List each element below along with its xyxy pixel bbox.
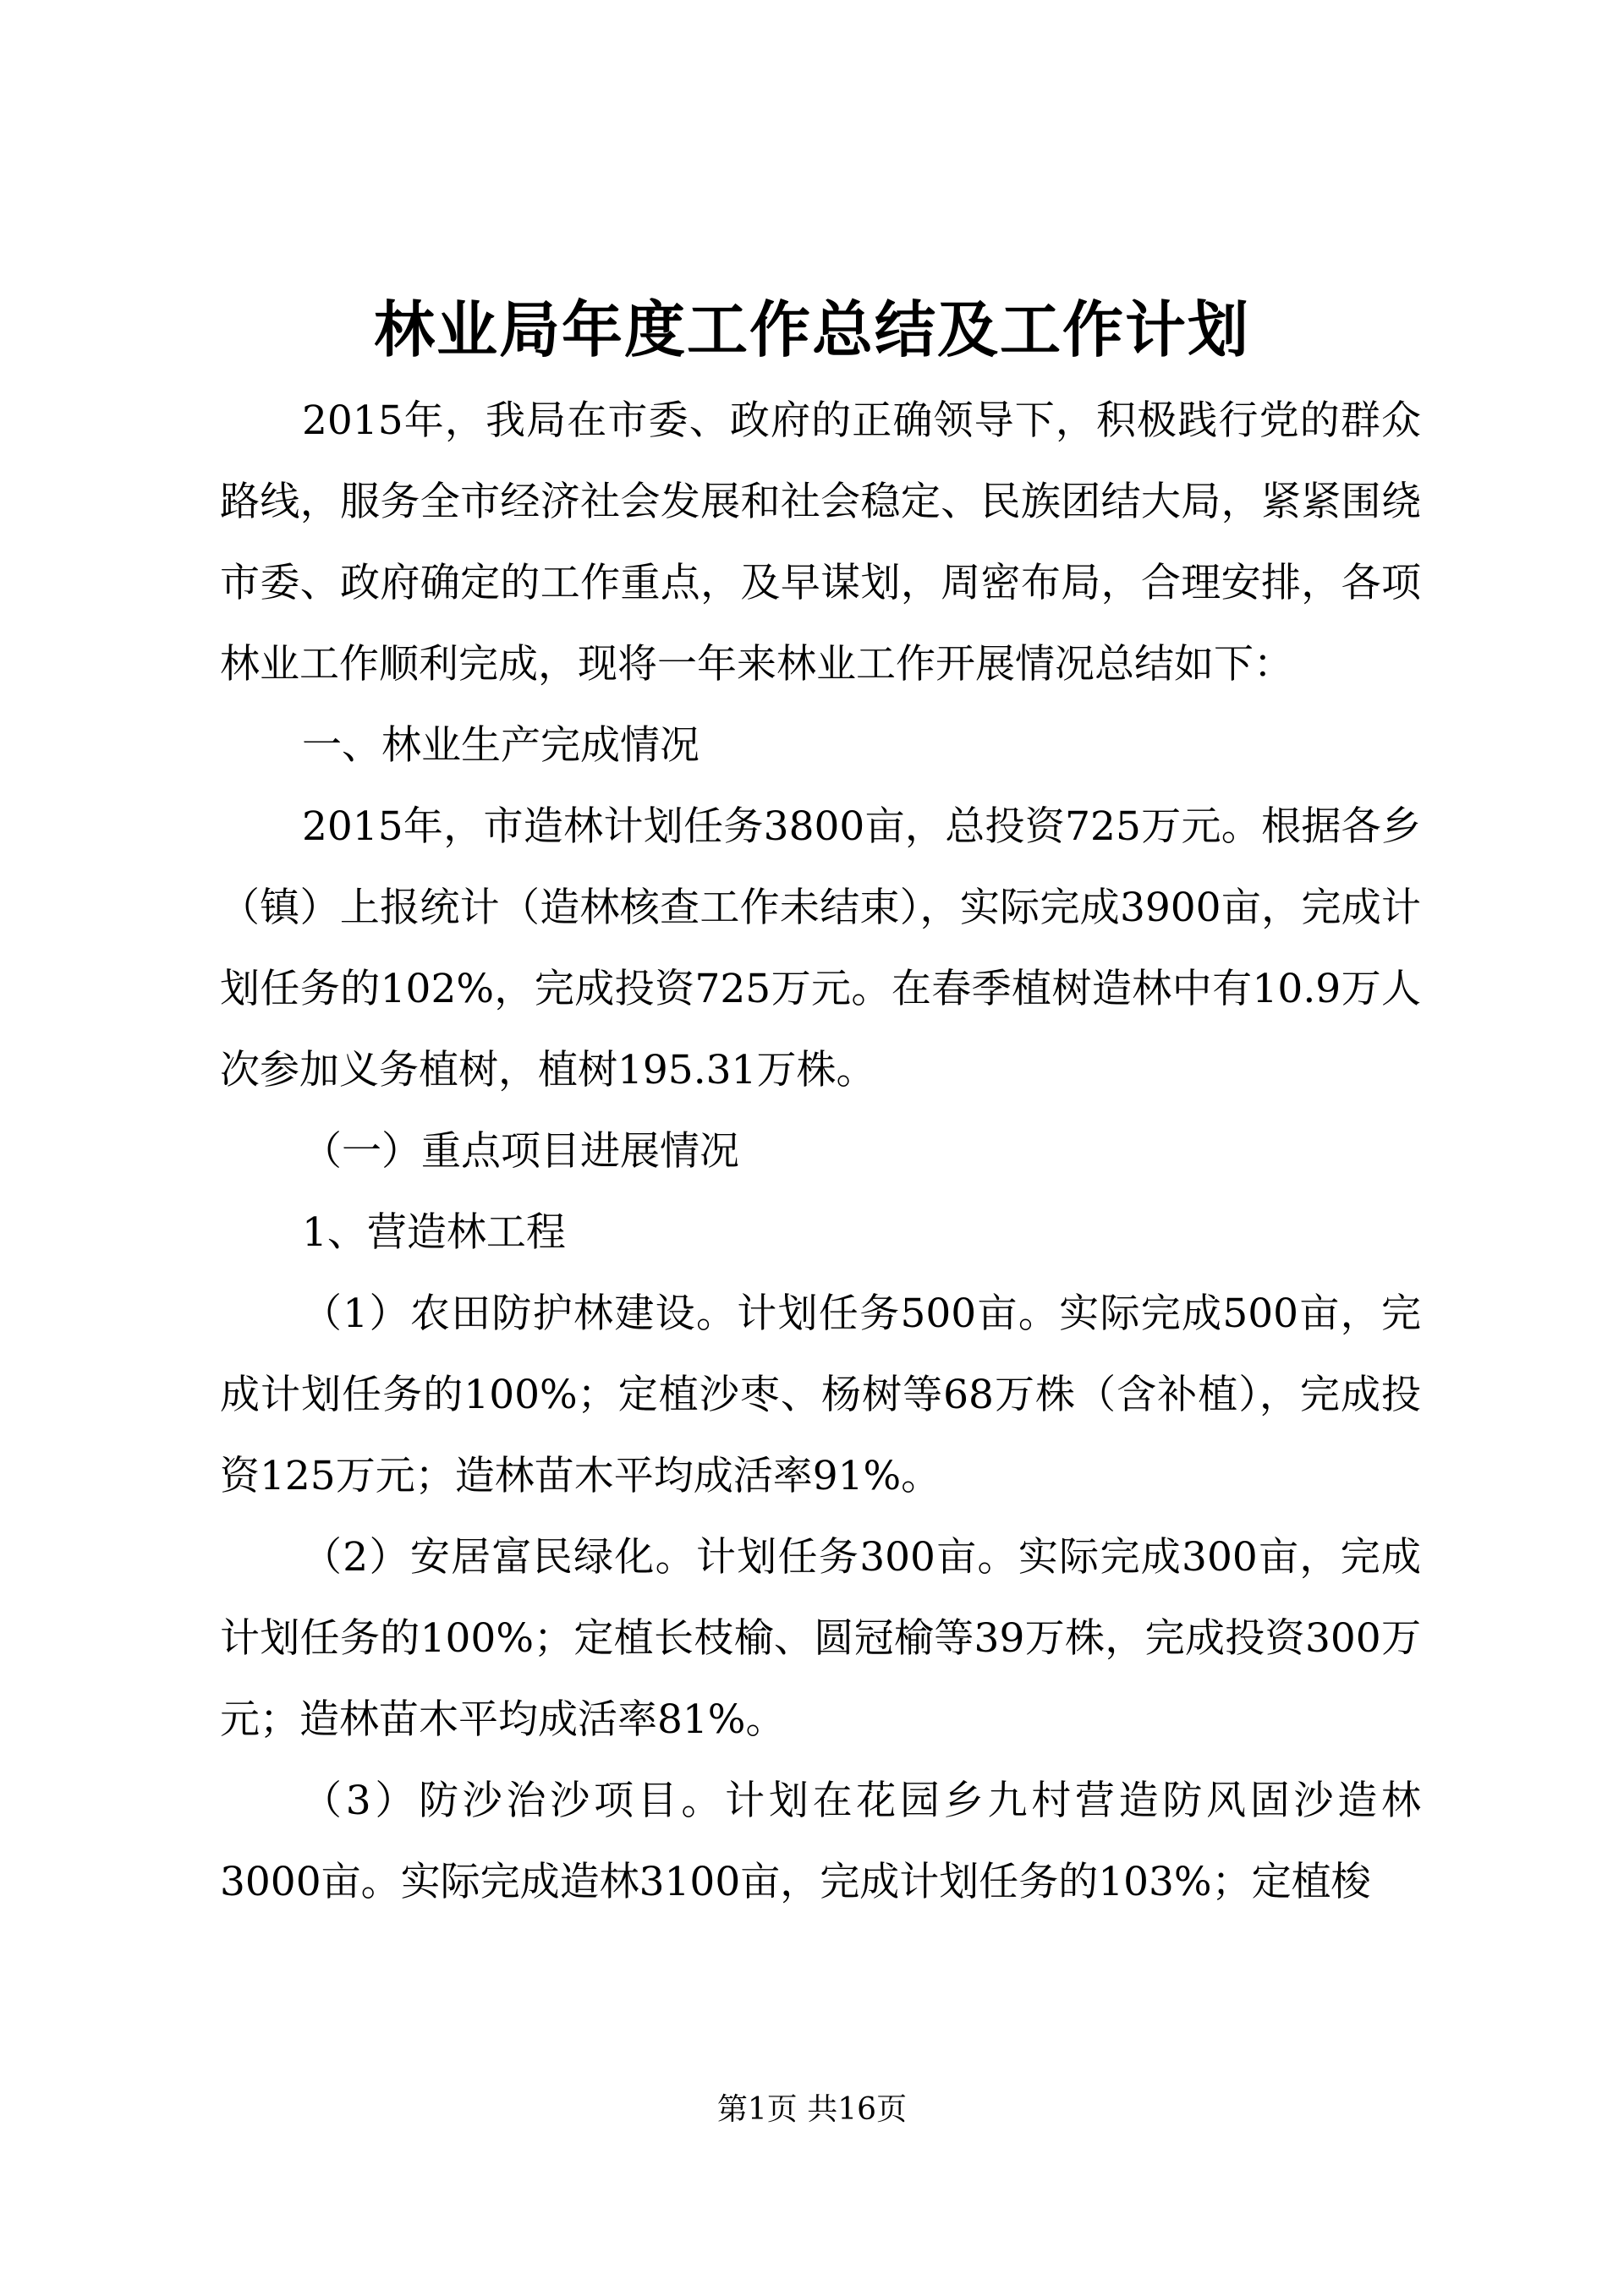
item-heading-afforestation: 1、营造林工程 bbox=[302, 1209, 566, 1256]
section-heading-forestry-production: 一、林业生产完成情况 bbox=[302, 722, 700, 769]
document-title: 林业局年度工作总结及工作计划 bbox=[373, 293, 1250, 365]
production-summary-paragraph: 2015年，市造林计划任务3800亩，总投资725万元。根据各乡（镇）上报统计（造林核查工作未结束），实际完成3900亩，完成计划任务的102%，完成投资725万元。在春季植树造林中有10.9万人次参加义务植树，植树195.31万株。 bbox=[220, 803, 1421, 1093]
subsection-heading-key-projects: （一）重点项目进展情况 bbox=[302, 1128, 739, 1175]
farmland-shelterbelt-paragraph: （1）农田防护林建设。计划任务500亩。实际完成500亩，完成计划任务的100%；定植沙枣、杨树等68万株（含补植），完成投资125万元；造林苗木平均成活率91%。 bbox=[220, 1290, 1421, 1499]
page-number-footer: 第1页 共16页 bbox=[716, 2092, 908, 2127]
document-body bbox=[220, 381, 1421, 1923]
intro-paragraph: 2015年，我局在市委、政府的正确领导下，积极践行党的群众路线，服务全市经济社会发展和社会稳定、民族团结大局，紧紧围绕市委、政府确定的工作重点，及早谋划，周密布局，合理安排，各项林业工作顺利完成，现将一年来林业工作开展情况总结如下： bbox=[220, 397, 1421, 688]
sand-control-paragraph: （3）防沙治沙项目。计划在花园乡九村营造防风固沙造林3000亩。实际完成造林3100亩，完成计划任务的103%；定植梭 bbox=[220, 1778, 1421, 1905]
housing-greening-paragraph: （2）安居富民绿化。计划任务300亩。实际完成300亩，完成计划任务的100%；定植长枝榆、圆冠榆等39万株，完成投资300万元；造林苗木平均成活率81%。 bbox=[220, 1534, 1421, 1743]
